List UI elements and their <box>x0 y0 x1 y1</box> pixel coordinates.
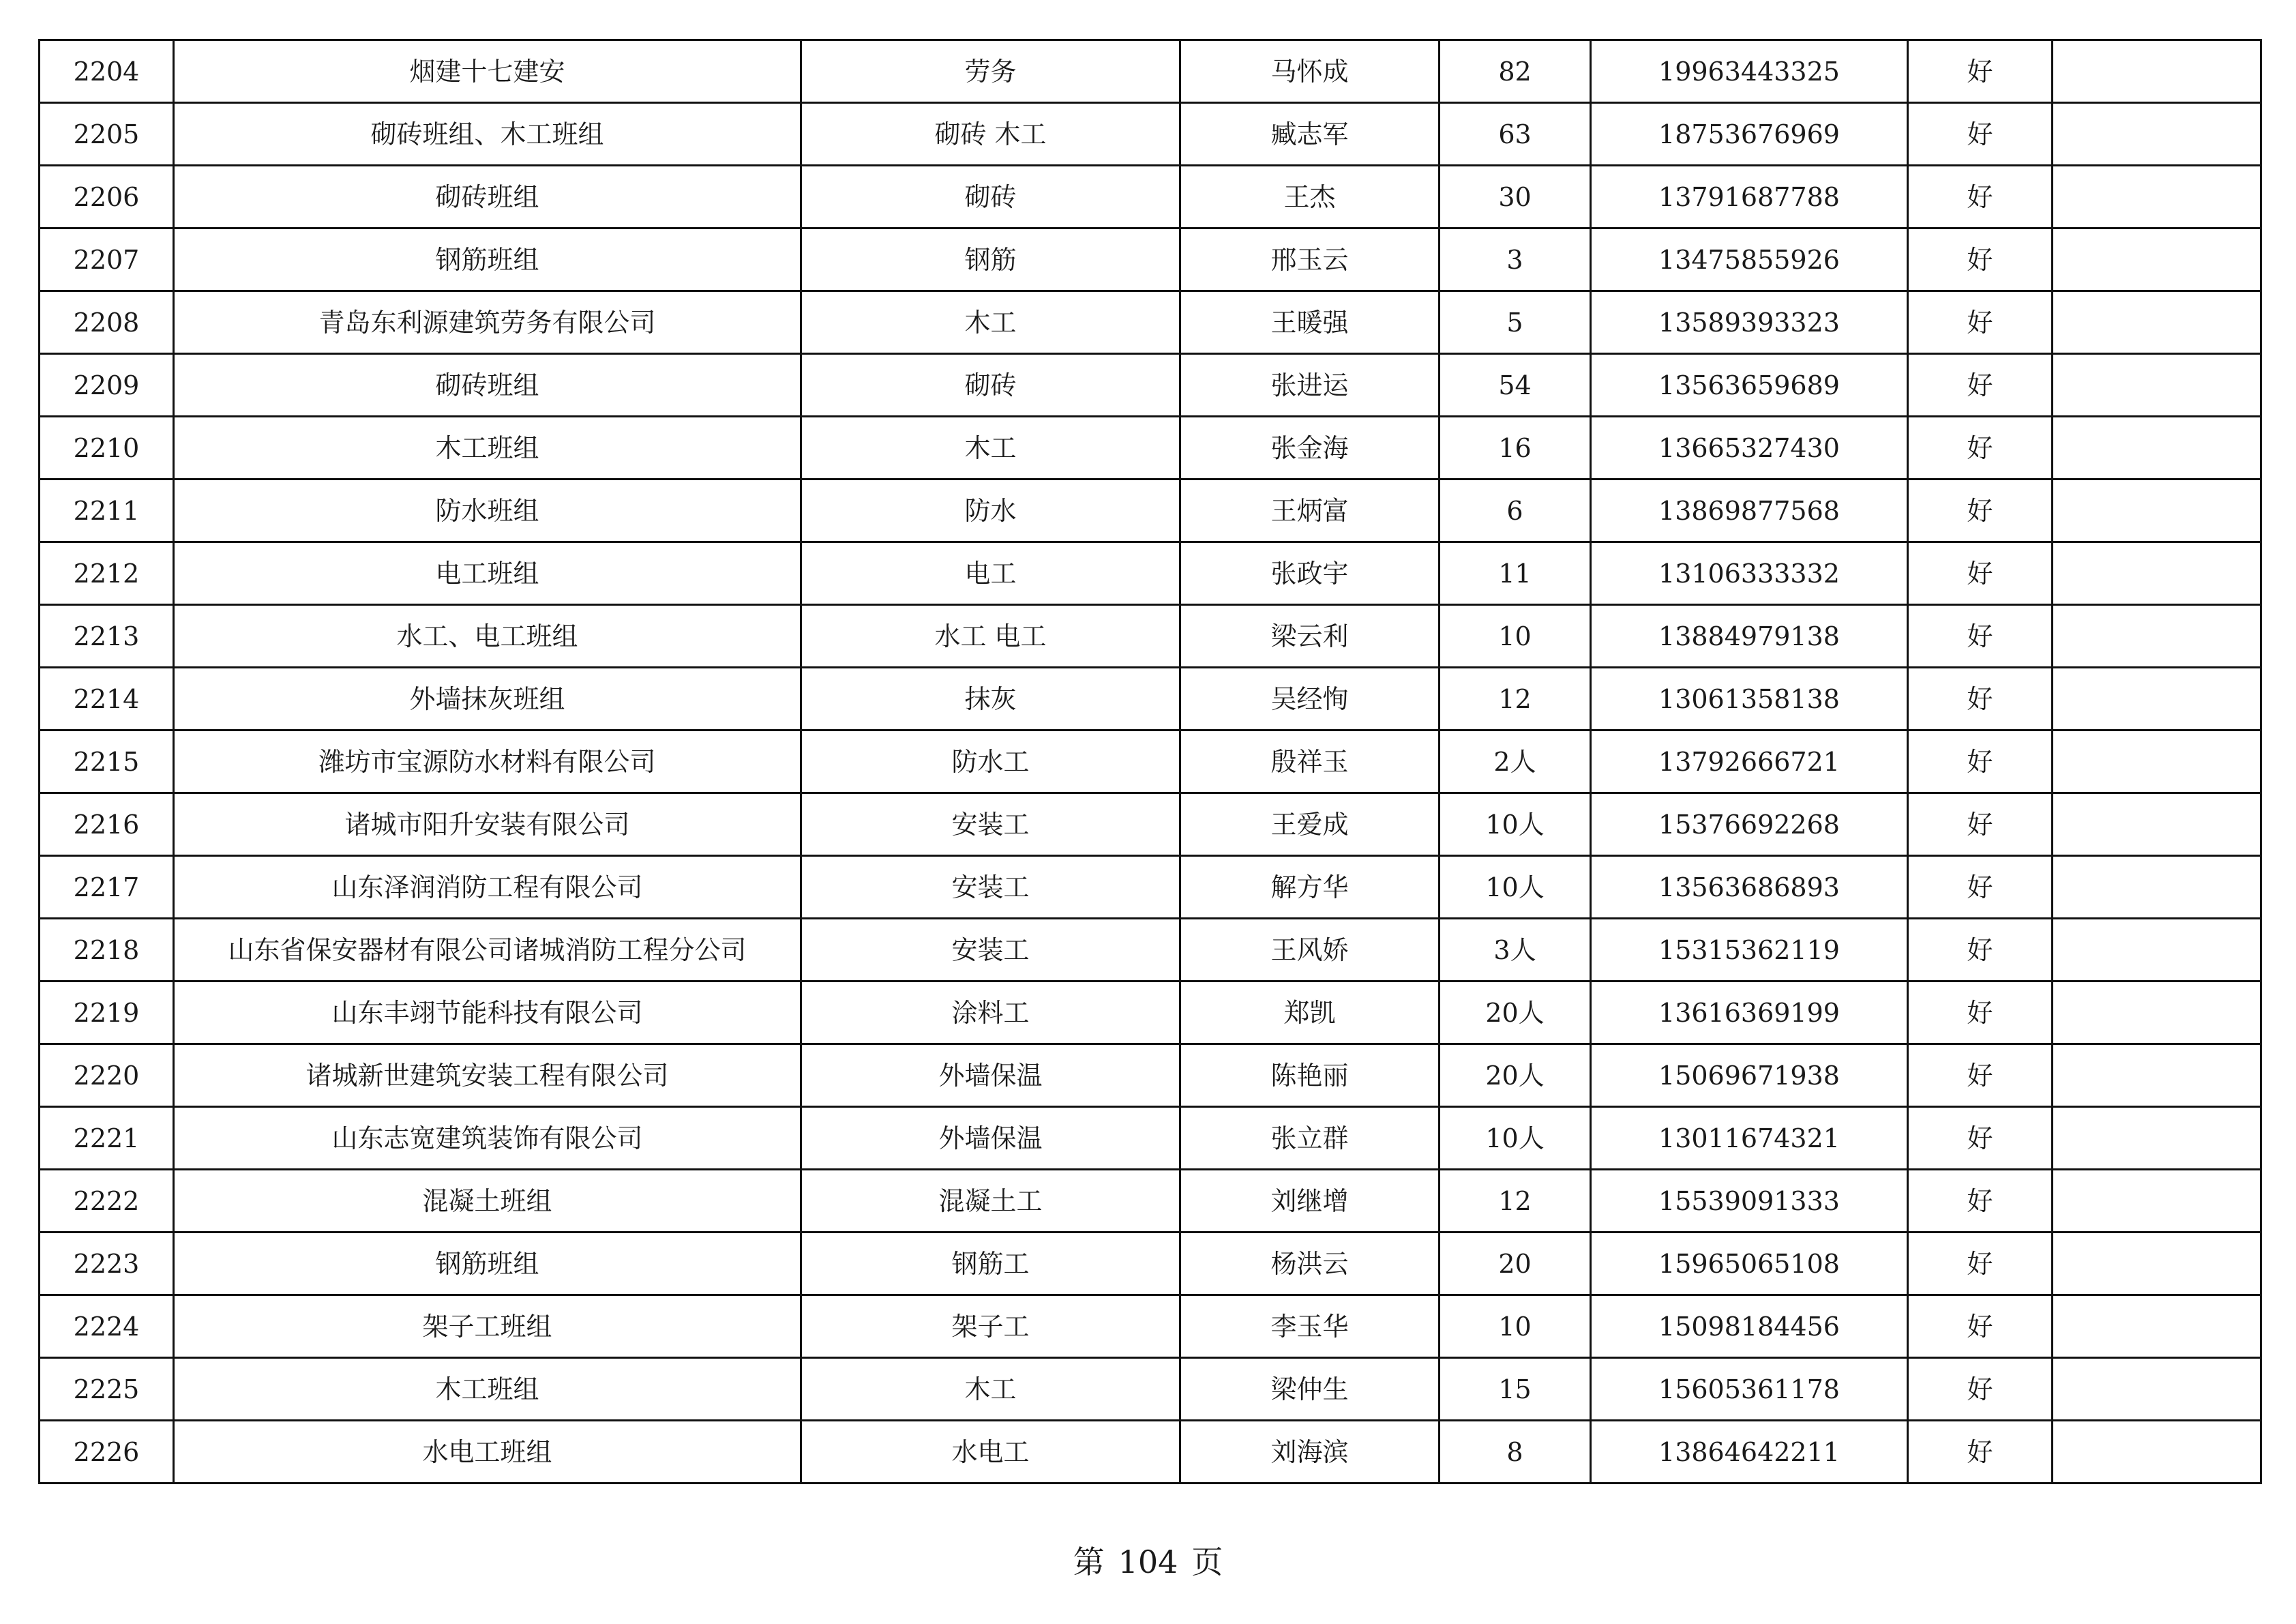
cell-rating: 好 <box>1908 1044 2053 1107</box>
cell-trade: 外墙保温 <box>801 1107 1180 1170</box>
cell-contact-person: 郑凯 <box>1180 981 1440 1044</box>
cell-contact-person: 王炳富 <box>1180 479 1440 542</box>
cell-remark <box>2053 479 2261 542</box>
cell-serial-number: 2213 <box>40 605 174 668</box>
cell-unit-name: 诸城新世建筑安装工程有限公司 <box>174 1044 801 1107</box>
table-row <box>40 228 2261 291</box>
cell-phone: 13791687788 <box>1591 166 1908 228</box>
cell-serial-number: 2220 <box>40 1044 174 1107</box>
cell-phone: 13106333332 <box>1591 542 1908 605</box>
cell-unit-name: 砌砖班组 <box>174 354 801 417</box>
record-table-body <box>40 40 2261 1483</box>
cell-remark <box>2053 605 2261 668</box>
cell-serial-number: 2221 <box>40 1107 174 1170</box>
cell-remark <box>2053 1421 2261 1483</box>
cell-remark <box>2053 166 2261 228</box>
cell-rating: 好 <box>1908 605 2053 668</box>
cell-headcount: 10 <box>1440 1295 1591 1358</box>
cell-rating: 好 <box>1908 103 2053 166</box>
cell-trade: 木工 <box>801 291 1180 354</box>
cell-trade: 砌砖 木工 <box>801 103 1180 166</box>
cell-trade: 涂料工 <box>801 981 1180 1044</box>
cell-phone: 15069671938 <box>1591 1044 1908 1107</box>
cell-unit-name: 水工、电工班组 <box>174 605 801 668</box>
cell-trade: 混凝土工 <box>801 1170 1180 1232</box>
cell-unit-name: 山东丰翊节能科技有限公司 <box>174 981 801 1044</box>
cell-serial-number: 2205 <box>40 103 174 166</box>
cell-serial-number: 2216 <box>40 793 174 856</box>
cell-trade: 木工 <box>801 1358 1180 1421</box>
cell-remark <box>2053 1170 2261 1232</box>
cell-trade: 劳务 <box>801 40 1180 103</box>
cell-rating: 好 <box>1908 730 2053 793</box>
table-row <box>40 1170 2261 1232</box>
cell-phone: 13884979138 <box>1591 605 1908 668</box>
cell-serial-number: 2218 <box>40 919 174 981</box>
table-row <box>40 1232 2261 1295</box>
cell-unit-name: 潍坊市宝源防水材料有限公司 <box>174 730 801 793</box>
cell-trade: 安装工 <box>801 793 1180 856</box>
cell-rating: 好 <box>1908 793 2053 856</box>
cell-headcount: 20人 <box>1440 1044 1591 1107</box>
cell-remark <box>2053 919 2261 981</box>
cell-phone: 13864642211 <box>1591 1421 1908 1483</box>
table-row <box>40 919 2261 981</box>
cell-phone: 15098184456 <box>1591 1295 1908 1358</box>
cell-unit-name: 山东省保安器材有限公司诸城消防工程分公司 <box>174 919 801 981</box>
cell-trade: 水工 电工 <box>801 605 1180 668</box>
cell-unit-name: 山东志宽建筑装饰有限公司 <box>174 1107 801 1170</box>
cell-phone: 13011674321 <box>1591 1107 1908 1170</box>
cell-trade: 水电工 <box>801 1421 1180 1483</box>
cell-unit-name: 砌砖班组、木工班组 <box>174 103 801 166</box>
cell-remark <box>2053 228 2261 291</box>
page-number: 104 <box>1118 1544 1178 1580</box>
cell-serial-number: 2208 <box>40 291 174 354</box>
cell-phone: 13563686893 <box>1591 856 1908 919</box>
cell-contact-person: 殷祥玉 <box>1180 730 1440 793</box>
cell-headcount: 10人 <box>1440 793 1591 856</box>
table-row <box>40 1421 2261 1483</box>
cell-contact-person: 张金海 <box>1180 417 1440 479</box>
table-row <box>40 291 2261 354</box>
cell-rating: 好 <box>1908 919 2053 981</box>
cell-serial-number: 2225 <box>40 1358 174 1421</box>
cell-contact-person: 臧志军 <box>1180 103 1440 166</box>
cell-remark <box>2053 1358 2261 1421</box>
cell-serial-number: 2209 <box>40 354 174 417</box>
cell-rating: 好 <box>1908 417 2053 479</box>
cell-rating: 好 <box>1908 228 2053 291</box>
cell-serial-number: 2215 <box>40 730 174 793</box>
cell-headcount: 10 <box>1440 605 1591 668</box>
cell-remark <box>2053 793 2261 856</box>
table-row <box>40 668 2261 730</box>
page-footer-suffix: 页 <box>1191 1544 1223 1580</box>
cell-remark <box>2053 417 2261 479</box>
cell-rating: 好 <box>1908 1358 2053 1421</box>
cell-trade: 电工 <box>801 542 1180 605</box>
cell-rating: 好 <box>1908 1232 2053 1295</box>
cell-serial-number: 2214 <box>40 668 174 730</box>
cell-contact-person: 解方华 <box>1180 856 1440 919</box>
cell-rating: 好 <box>1908 291 2053 354</box>
cell-rating: 好 <box>1908 354 2053 417</box>
cell-trade: 外墙保温 <box>801 1044 1180 1107</box>
table-row <box>40 1044 2261 1107</box>
table-row <box>40 166 2261 228</box>
cell-trade: 砌砖 <box>801 354 1180 417</box>
cell-phone: 13563659689 <box>1591 354 1908 417</box>
cell-contact-person: 刘继增 <box>1180 1170 1440 1232</box>
cell-headcount: 82 <box>1440 40 1591 103</box>
record-table <box>38 39 2262 1484</box>
cell-contact-person: 李玉华 <box>1180 1295 1440 1358</box>
cell-headcount: 3 <box>1440 228 1591 291</box>
cell-serial-number: 2211 <box>40 479 174 542</box>
cell-trade: 安装工 <box>801 919 1180 981</box>
cell-remark <box>2053 981 2261 1044</box>
cell-headcount: 8 <box>1440 1421 1591 1483</box>
cell-serial-number: 2222 <box>40 1170 174 1232</box>
cell-contact-person: 王爱成 <box>1180 793 1440 856</box>
cell-trade: 钢筋工 <box>801 1232 1180 1295</box>
cell-phone: 19963443325 <box>1591 40 1908 103</box>
cell-rating: 好 <box>1908 1295 2053 1358</box>
cell-headcount: 20人 <box>1440 981 1591 1044</box>
cell-headcount: 15 <box>1440 1358 1591 1421</box>
cell-unit-name: 木工班组 <box>174 1358 801 1421</box>
cell-phone: 13589393323 <box>1591 291 1908 354</box>
cell-unit-name: 山东泽润消防工程有限公司 <box>174 856 801 919</box>
cell-trade: 木工 <box>801 417 1180 479</box>
cell-remark <box>2053 730 2261 793</box>
cell-contact-person: 马怀成 <box>1180 40 1440 103</box>
cell-contact-person: 王暖强 <box>1180 291 1440 354</box>
cell-unit-name: 架子工班组 <box>174 1295 801 1358</box>
cell-remark <box>2053 40 2261 103</box>
cell-phone: 13869877568 <box>1591 479 1908 542</box>
cell-remark <box>2053 1295 2261 1358</box>
cell-remark <box>2053 668 2261 730</box>
cell-headcount: 54 <box>1440 354 1591 417</box>
cell-rating: 好 <box>1908 542 2053 605</box>
table-row <box>40 354 2261 417</box>
cell-headcount: 12 <box>1440 1170 1591 1232</box>
cell-phone: 15539091333 <box>1591 1170 1908 1232</box>
cell-rating: 好 <box>1908 166 2053 228</box>
cell-contact-person: 王杰 <box>1180 166 1440 228</box>
cell-serial-number: 2204 <box>40 40 174 103</box>
cell-unit-name: 青岛东利源建筑劳务有限公司 <box>174 291 801 354</box>
cell-remark <box>2053 1044 2261 1107</box>
cell-serial-number: 2206 <box>40 166 174 228</box>
cell-trade: 抹灰 <box>801 668 1180 730</box>
cell-unit-name: 诸城市阳升安装有限公司 <box>174 793 801 856</box>
cell-remark <box>2053 856 2261 919</box>
cell-phone: 13616369199 <box>1591 981 1908 1044</box>
cell-unit-name: 外墙抹灰班组 <box>174 668 801 730</box>
cell-remark <box>2053 291 2261 354</box>
cell-rating: 好 <box>1908 1421 2053 1483</box>
cell-trade: 防水工 <box>801 730 1180 793</box>
cell-trade: 安装工 <box>801 856 1180 919</box>
cell-remark <box>2053 354 2261 417</box>
cell-trade: 架子工 <box>801 1295 1180 1358</box>
cell-unit-name: 钢筋班组 <box>174 1232 801 1295</box>
cell-trade: 砌砖 <box>801 166 1180 228</box>
table-row <box>40 1358 2261 1421</box>
cell-headcount: 20 <box>1440 1232 1591 1295</box>
cell-headcount: 63 <box>1440 103 1591 166</box>
cell-remark <box>2053 103 2261 166</box>
cell-serial-number: 2217 <box>40 856 174 919</box>
table-row <box>40 542 2261 605</box>
cell-phone: 15605361178 <box>1591 1358 1908 1421</box>
table-row <box>40 1295 2261 1358</box>
cell-contact-person: 张政宇 <box>1180 542 1440 605</box>
cell-unit-name: 钢筋班组 <box>174 228 801 291</box>
table-row <box>40 981 2261 1044</box>
cell-serial-number: 2219 <box>40 981 174 1044</box>
page-footer <box>0 1537 2296 1582</box>
cell-phone: 13792666721 <box>1591 730 1908 793</box>
cell-rating: 好 <box>1908 981 2053 1044</box>
cell-contact-person: 刘海滨 <box>1180 1421 1440 1483</box>
cell-headcount: 3人 <box>1440 919 1591 981</box>
cell-remark <box>2053 542 2261 605</box>
cell-headcount: 10人 <box>1440 856 1591 919</box>
cell-contact-person: 张立群 <box>1180 1107 1440 1170</box>
table-row <box>40 40 2261 103</box>
cell-rating: 好 <box>1908 40 2053 103</box>
table-row <box>40 605 2261 668</box>
cell-rating: 好 <box>1908 668 2053 730</box>
cell-unit-name: 烟建十七建安 <box>174 40 801 103</box>
cell-phone: 15315362119 <box>1591 919 1908 981</box>
cell-headcount: 10人 <box>1440 1107 1591 1170</box>
cell-unit-name: 混凝土班组 <box>174 1170 801 1232</box>
cell-contact-person: 邢玉云 <box>1180 228 1440 291</box>
cell-phone: 13061358138 <box>1591 668 1908 730</box>
table-row <box>40 856 2261 919</box>
cell-serial-number: 2224 <box>40 1295 174 1358</box>
cell-trade: 钢筋 <box>801 228 1180 291</box>
cell-phone: 15965065108 <box>1591 1232 1908 1295</box>
cell-unit-name: 砌砖班组 <box>174 166 801 228</box>
cell-phone: 13665327430 <box>1591 417 1908 479</box>
cell-serial-number: 2212 <box>40 542 174 605</box>
cell-headcount: 30 <box>1440 166 1591 228</box>
cell-headcount: 12 <box>1440 668 1591 730</box>
cell-serial-number: 2223 <box>40 1232 174 1295</box>
cell-contact-person: 吴经恂 <box>1180 668 1440 730</box>
cell-remark <box>2053 1232 2261 1295</box>
cell-unit-name: 防水班组 <box>174 479 801 542</box>
cell-serial-number: 2226 <box>40 1421 174 1483</box>
cell-contact-person: 张进运 <box>1180 354 1440 417</box>
cell-headcount: 6 <box>1440 479 1591 542</box>
cell-rating: 好 <box>1908 479 2053 542</box>
cell-contact-person: 杨洪云 <box>1180 1232 1440 1295</box>
cell-contact-person: 陈艳丽 <box>1180 1044 1440 1107</box>
cell-phone: 18753676969 <box>1591 103 1908 166</box>
cell-remark <box>2053 1107 2261 1170</box>
table-row <box>40 103 2261 166</box>
cell-rating: 好 <box>1908 856 2053 919</box>
cell-contact-person: 梁仲生 <box>1180 1358 1440 1421</box>
cell-phone: 15376692268 <box>1591 793 1908 856</box>
cell-headcount: 11 <box>1440 542 1591 605</box>
table-row <box>40 417 2261 479</box>
table-row <box>40 730 2261 793</box>
table-row <box>40 1107 2261 1170</box>
cell-contact-person: 梁云利 <box>1180 605 1440 668</box>
cell-unit-name: 电工班组 <box>174 542 801 605</box>
cell-trade: 防水 <box>801 479 1180 542</box>
cell-unit-name: 水电工班组 <box>174 1421 801 1483</box>
cell-unit-name: 木工班组 <box>174 417 801 479</box>
cell-serial-number: 2207 <box>40 228 174 291</box>
table-row <box>40 479 2261 542</box>
cell-phone: 13475855926 <box>1591 228 1908 291</box>
cell-headcount: 2人 <box>1440 730 1591 793</box>
table-row <box>40 793 2261 856</box>
cell-headcount: 16 <box>1440 417 1591 479</box>
cell-rating: 好 <box>1908 1170 2053 1232</box>
page-footer-prefix: 第 <box>1073 1544 1105 1580</box>
cell-rating: 好 <box>1908 1107 2053 1170</box>
cell-contact-person: 王风娇 <box>1180 919 1440 981</box>
cell-serial-number: 2210 <box>40 417 174 479</box>
cell-headcount: 5 <box>1440 291 1591 354</box>
